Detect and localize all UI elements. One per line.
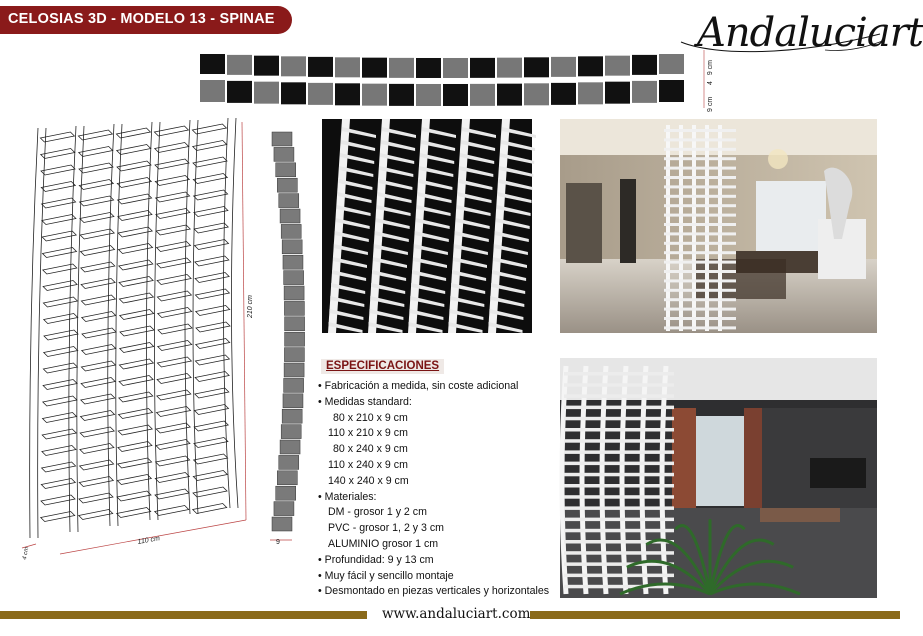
dim-strip-4: 4 <box>707 81 714 85</box>
side-profile-drawing <box>262 128 302 548</box>
dim-strip-9-bottom: 9 cm <box>707 96 714 112</box>
spec-item: 140 x 240 x 9 cm <box>328 474 409 487</box>
dim-width-label: 110 cm <box>137 535 161 546</box>
spec-item: 80 x 240 x 9 cm <box>333 443 408 456</box>
spec-item: • Desmontado en piezas verticales y horizontales <box>318 585 550 598</box>
dim-small-label: 4 cm <box>22 546 31 561</box>
dark-lounge-graphic <box>560 358 877 598</box>
dim-strip-9-top: 9 cm <box>707 60 714 76</box>
spec-item: 80 x 210 x 9 cm <box>333 411 408 424</box>
spec-item: DM - grosor 1 y 2 cm <box>328 506 427 519</box>
closeup-photo-graphic <box>322 119 532 333</box>
closeup-photo <box>322 119 532 333</box>
footer-bar-right <box>530 611 900 619</box>
spec-item: 110 x 240 x 9 cm <box>328 458 408 471</box>
dim-depth-label: 9 <box>276 539 280 546</box>
title-banner <box>0 6 292 34</box>
brand-logo: Andaluciart <box>697 10 923 56</box>
spec-item: 110 x 210 x 9 cm <box>328 427 408 440</box>
spec-item: • Muy fácil y sencillo montaje <box>318 569 454 582</box>
dim-height-label: 210 cm <box>247 295 254 318</box>
footer-website-link[interactable]: www.andaluciart.com <box>382 606 531 622</box>
footer-bar-left <box>0 611 367 619</box>
spec-item: • Profundidad: 9 y 13 cm <box>318 553 434 566</box>
living-room-graphic <box>560 119 877 333</box>
living-room-photo <box>560 119 877 333</box>
spec-item: ALUMINIO grosor 1 cm <box>328 537 439 550</box>
dark-lounge-photo <box>560 358 877 598</box>
spec-item: PVC - grosor 1, 2 y 3 cm <box>328 522 444 535</box>
spec-item: • Fabricación a medida, sin coste adicional <box>318 380 519 392</box>
spec-item: • Materiales: <box>318 490 377 503</box>
horizontal-strip-drawing <box>196 48 726 116</box>
specs-title: ESPECIFICACIONES <box>321 359 444 374</box>
specs-list <box>318 379 549 600</box>
page-title: CELOSIAS 3D - MODELO 13 - SPINAE <box>8 11 275 27</box>
spec-item: • Medidas standard: <box>318 395 412 408</box>
lattice-technical-drawing <box>20 108 270 568</box>
